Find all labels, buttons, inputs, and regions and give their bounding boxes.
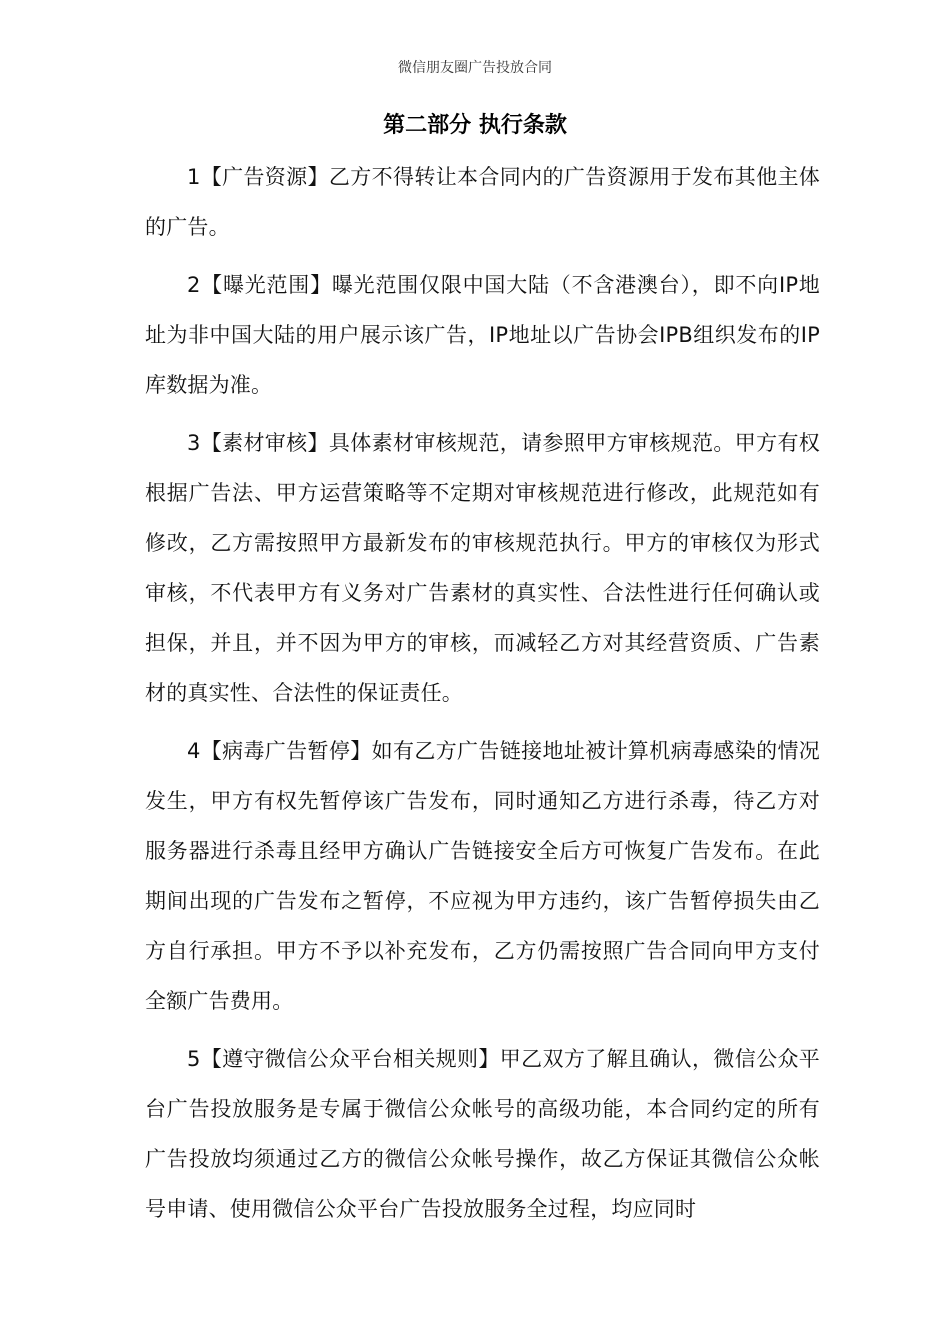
clause-paragraph — [145, 260, 820, 410]
clause-paragraph — [145, 152, 820, 252]
clause-text: 曝光范围仅限中国大陆（不含港澳台），即不向IP地址为非中国大陆的用户展示该广告，IP地址以广告协会IPB组织发布的IP库数据为准。 — [145, 273, 821, 397]
clause-number: 3 — [187, 431, 201, 455]
clause-number: 1 — [187, 165, 201, 189]
section-title: 第二部分 执行条款 — [383, 113, 567, 138]
clause-heading: 【曝光范围】 — [200, 273, 332, 297]
clause-number: 4 — [187, 739, 201, 763]
clause-number: 2 — [187, 273, 201, 297]
clause-text: 具体素材审核规范，请参照甲方审核规范。甲方有权根据广告法、甲方运营策略等不定期对审核规范进行修改，此规范如有修改，乙方需按照甲方最新发布的审核规范执行。甲方的审核仅为形式审核，不代表甲方有义务对广告素材的真实性、合法性进行任何确认或担保，并且，并不因为甲方的审核，而减轻乙方对其经营资质、广告素材的真实性、合法性的保证责任。 — [145, 431, 820, 705]
clause-heading: 【广告资源】 — [200, 165, 329, 189]
running-header: 微信朋友圈广告投放合同 — [398, 60, 552, 76]
clause-text: 甲乙双方了解且确认，微信公众平台广告投放服务是专属于微信公众帐号的高级功能，本合同约定的所有广告投放均须通过乙方的微信公众帐号操作，故乙方保证其微信公众帐号申请、使用微信公众平台广告投放服务全过程，均应同时 — [145, 1047, 820, 1221]
document-body — [145, 152, 820, 1242]
clause-heading: 【病毒广告暂停】 — [200, 739, 372, 763]
clause-heading: 【素材审核】 — [200, 431, 329, 455]
clause-paragraph — [145, 726, 820, 1026]
clause-number: 5 — [187, 1047, 201, 1071]
clause-text: 如有乙方广告链接地址被计算机病毒感染的情况发生，甲方有权先暂停该广告发布，同时通知乙方进行杀毒，待乙方对服务器进行杀毒且经甲方确认广告链接安全后方可恢复广告发布。在此期间出现的广告发布之暂停，不应视为甲方违约，该广告暂停损失由乙方自行承担。甲方不予以补充发布，乙方仍需按照广告合同向甲方支付全额广告费用。 — [145, 739, 820, 1013]
clause-paragraph — [145, 418, 820, 718]
clause-paragraph — [145, 1034, 820, 1234]
clause-heading: 【遵守微信公众平台相关规则】 — [200, 1047, 500, 1071]
clause-text: 乙方不得转让本合同内的广告资源用于发布其他主体的广告。 — [145, 165, 820, 239]
